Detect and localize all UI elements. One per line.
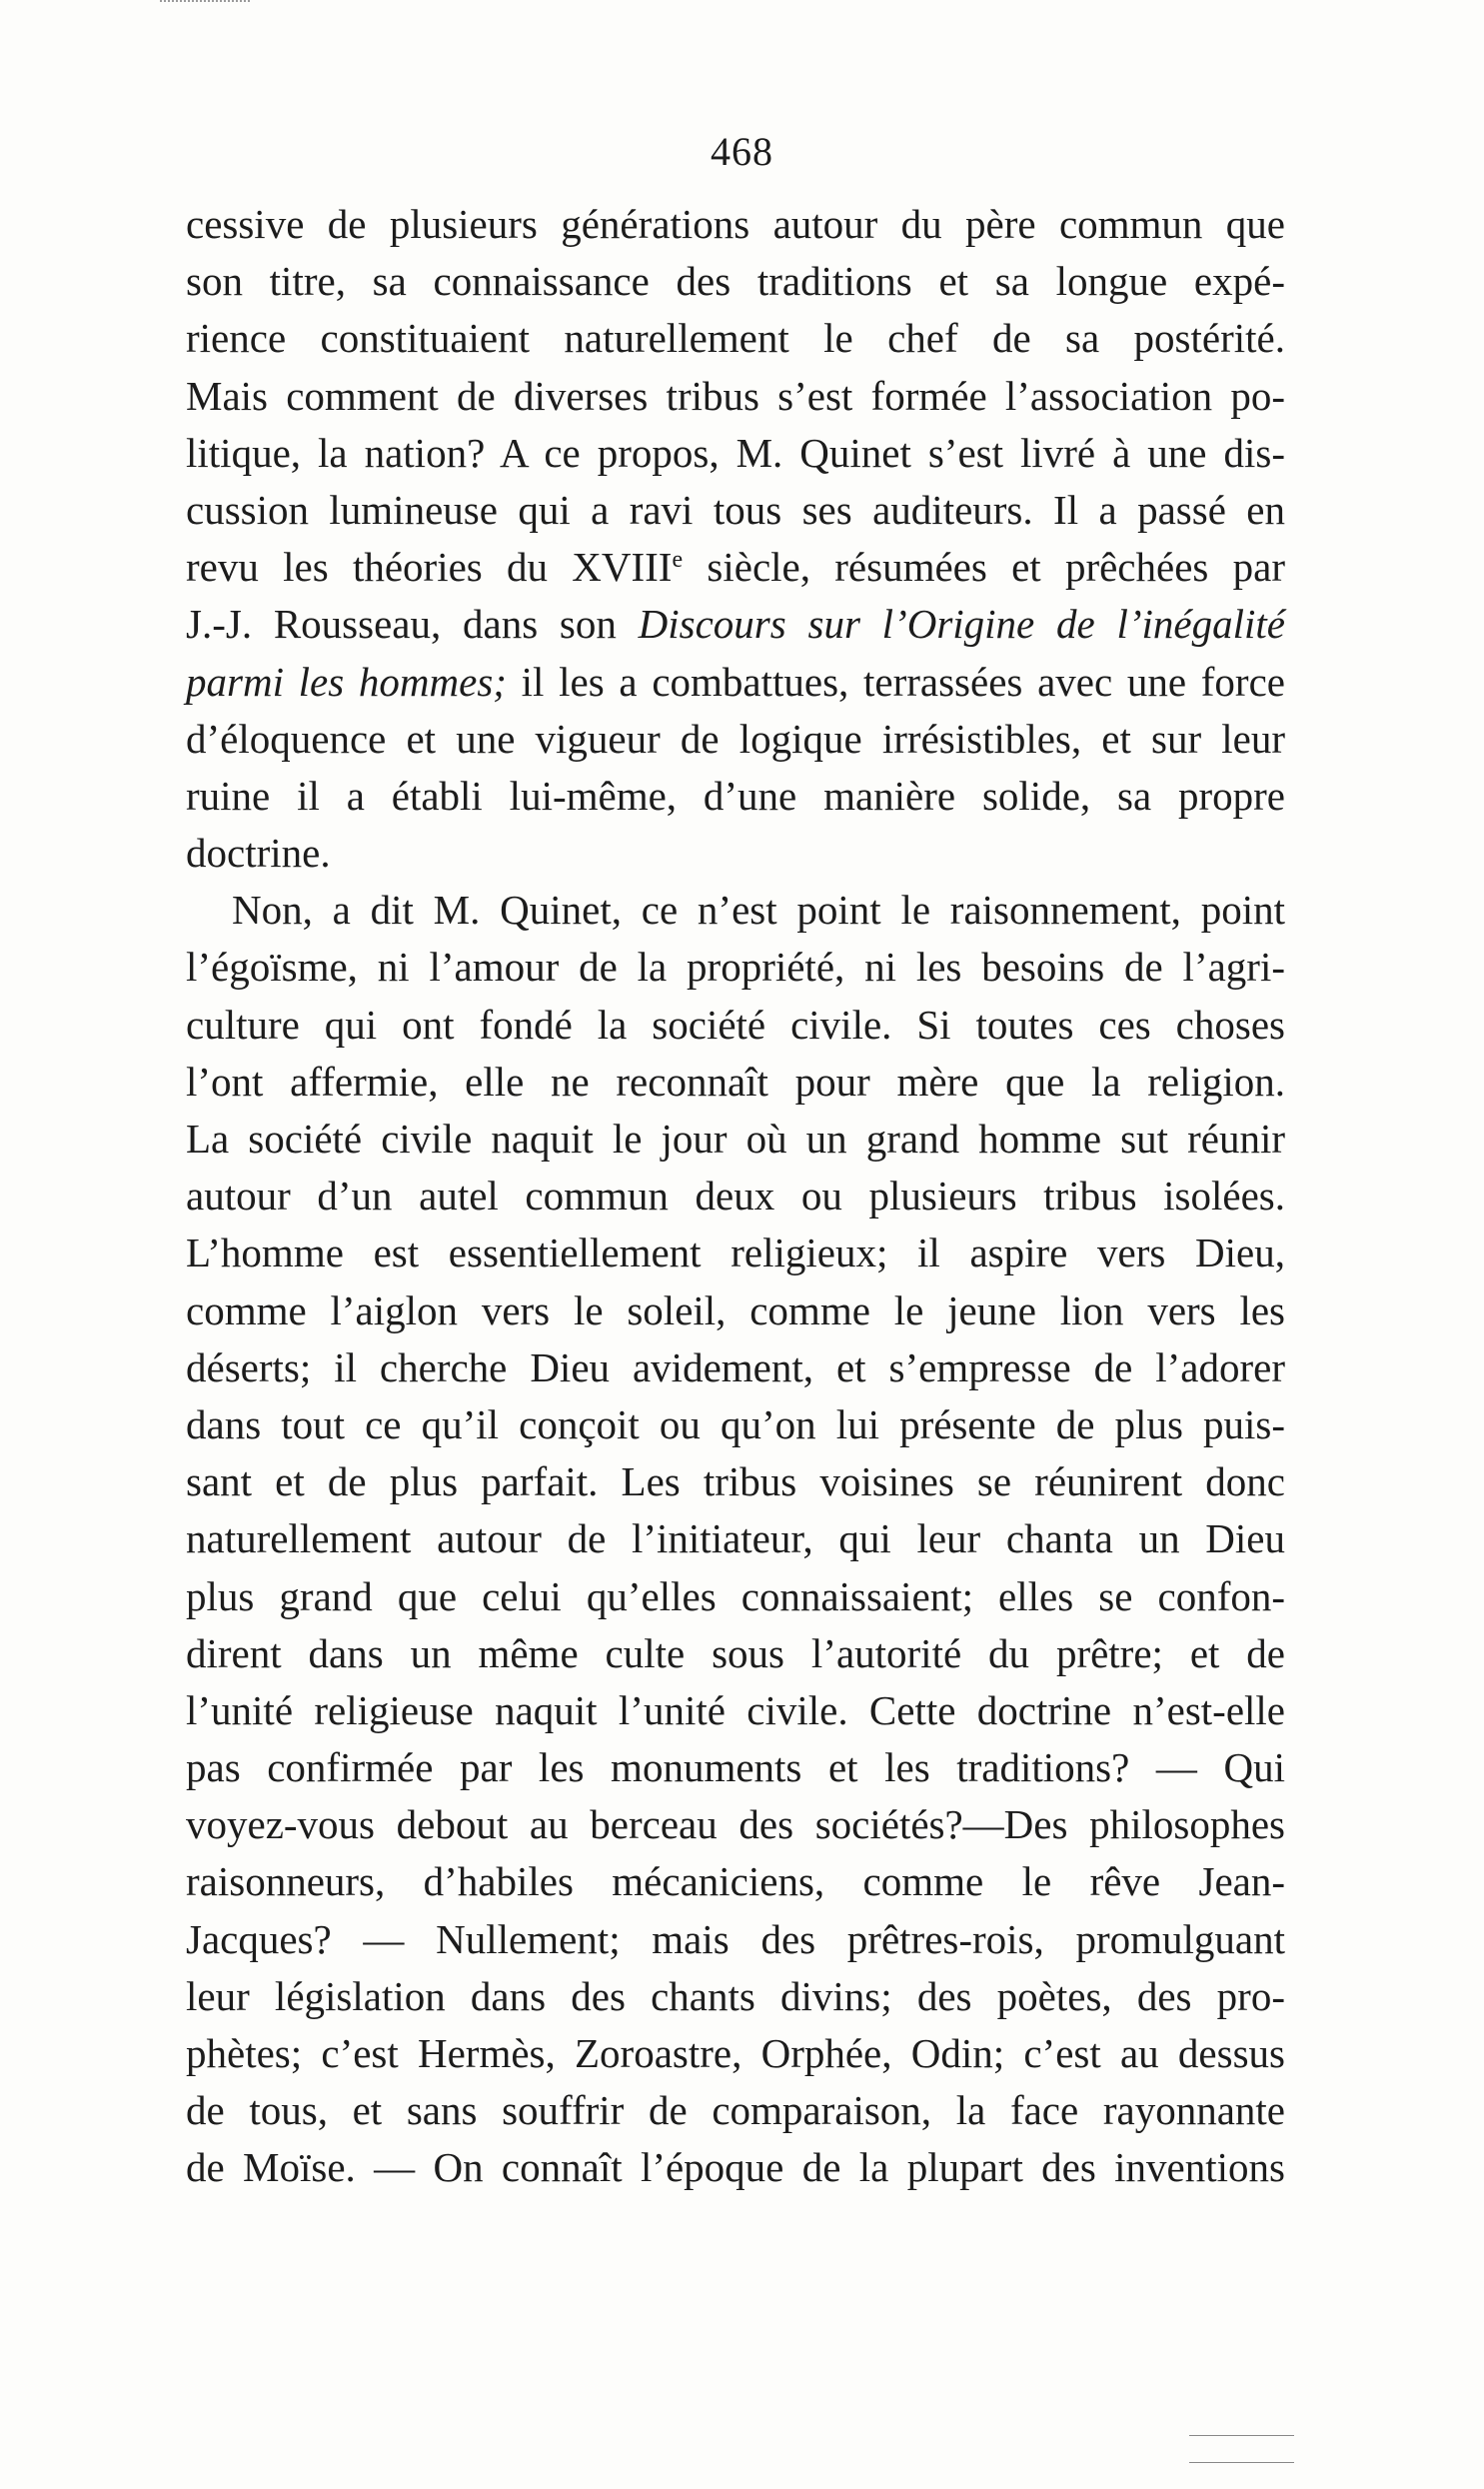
- text-line: leur législation dans des chants divins; des poètes, des pro-: [186, 1972, 1285, 2019]
- text-span: J.-J. Rousseau, dans son: [186, 601, 639, 648]
- scan-mark: [160, 0, 250, 8]
- page-number: 468: [711, 129, 773, 174]
- body-text: [186, 196, 1285, 2197]
- text-line: de Moïse. — On connaît l’époque de la plupart des inventions: [186, 2144, 1285, 2191]
- book-title-continued: parmi les hommes;: [186, 658, 507, 705]
- text-line: Jacques? — Nullement; mais des prêtres-rois, promulguant: [186, 1915, 1285, 1962]
- text-line: de tous, et sans souffrir de comparaison, la face rayonnante: [186, 2087, 1285, 2134]
- text-line: [186, 539, 1285, 596]
- text-line: rience constituaient naturellement le chef de sa postérité.: [186, 315, 1285, 362]
- text-line: cessive de plusieurs générations autour du père commun que: [186, 201, 1285, 247]
- text-span: siècle, résumées et prêchées par: [683, 544, 1285, 591]
- text-line: voyez-vous debout au berceau des sociétés?—Des philosophes: [186, 1801, 1285, 1848]
- text-line: d’éloquence et une vigueur de logique irrésistibles, et sur leur: [186, 715, 1285, 762]
- text-line: litique, la nation? A ce propos, M. Quinet s’est livré à une dis-: [186, 429, 1285, 476]
- superscript: e: [672, 547, 684, 574]
- text-line: plus grand que celui qu’elles connaissaient; elles se confon-: [186, 1572, 1285, 1619]
- text-line: La société civile naquit le jour où un grand homme sut réunir: [186, 1116, 1285, 1162]
- text-line: Mais comment de diverses tribus s’est formée l’association po-: [186, 372, 1285, 419]
- text-line: l’unité religieuse naquit l’unité civile. Cette doctrine n’est-elle: [186, 1686, 1285, 1733]
- text-line: dans tout ce qu’il conçoit ou qu’on lui présente de plus puis-: [186, 1400, 1285, 1447]
- paragraph-start: Non, a dit M. Quinet, ce n’est point le raisonnement, point: [232, 887, 1285, 934]
- text-line: ruine il a établi lui-même, d’une manière solide, sa propre: [186, 772, 1285, 819]
- text-line: [186, 596, 1285, 653]
- text-line: phètes; c’est Hermès, Zoroastre, Orphée, Odin; c’est au dessus: [186, 2030, 1285, 2076]
- text-line: autour d’un autel commun deux ou plusieurs tribus isolées.: [186, 1173, 1285, 1220]
- text-line: son titre, sa connaissance des traditions et sa longue expé-: [186, 258, 1285, 305]
- text-line: dirent dans un même culte sous l’autorité du prêtre; et de: [186, 1629, 1285, 1676]
- text-line: déserts; il cherche Dieu avidement, et s’empresse de l’adorer: [186, 1343, 1285, 1390]
- text-line: L’homme est essentiellement religieux; il aspire vers Dieu,: [186, 1230, 1285, 1276]
- text-line: culture qui ont fondé la société civile. Si toutes ces choses: [186, 1001, 1285, 1048]
- text-line: raisonneurs, d’habiles mécaniciens, comme le rêve Jean-: [186, 1858, 1285, 1905]
- text-line: l’égoïsme, ni l’amour de la propriété, ni les besoins de l’agri-: [186, 944, 1285, 991]
- text-span: revu les théories du XVIII: [186, 544, 673, 591]
- text-line: pas confirmée par les monuments et les traditions? — Qui: [186, 1744, 1285, 1791]
- bottom-ornament: [1189, 2435, 1294, 2463]
- text-line: naturellement autour de l’initiateur, qui leur chanta un Dieu: [186, 1515, 1285, 1562]
- text-span: il les a combattues, terrassées avec une force: [506, 658, 1285, 705]
- book-title: Discours sur l’Origine de l’inégalité: [638, 601, 1285, 648]
- text-line: l’ont affermie, elle ne reconnaît pour mère que la religion.: [186, 1058, 1285, 1105]
- text-line: doctrine.: [186, 830, 331, 877]
- text-line: cussion lumineuse qui a ravi tous ses auditeurs. Il a passé en: [186, 486, 1285, 533]
- text-line: comme l’aiglon vers le soleil, comme le jeune lion vers les: [186, 1286, 1285, 1333]
- text-line: [186, 654, 1285, 711]
- text-line: sant et de plus parfait. Les tribus voisines se réunirent donc: [186, 1458, 1285, 1505]
